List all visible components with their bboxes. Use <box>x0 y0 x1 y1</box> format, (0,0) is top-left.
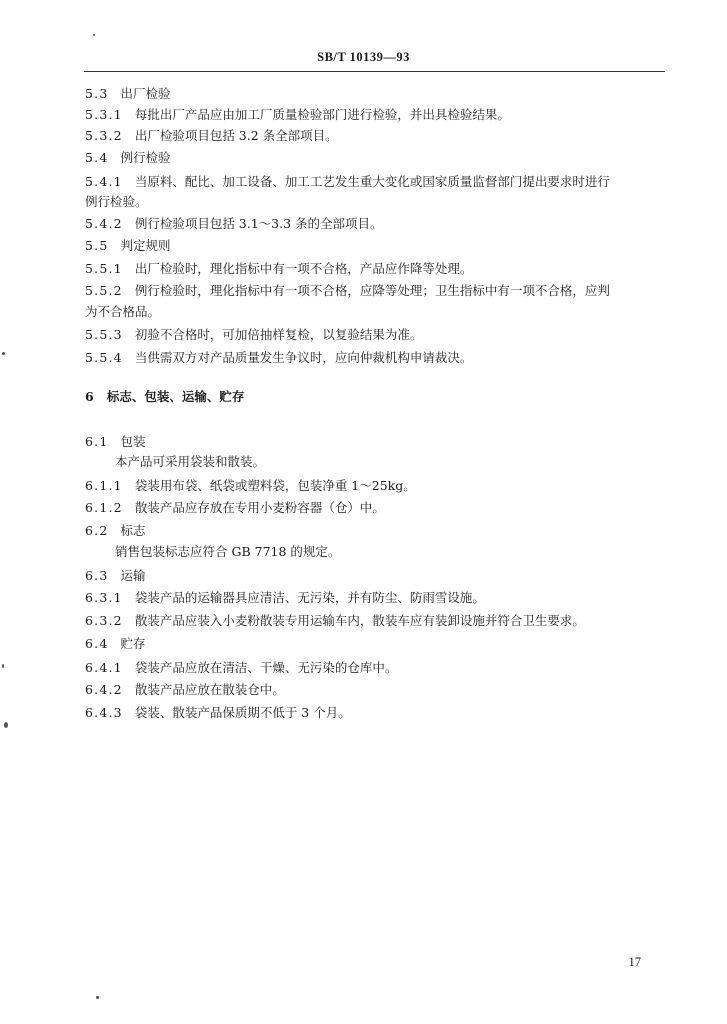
clause-number: 5.5.3 <box>85 327 123 342</box>
clause-text: 当原料、配比、加工设备、加工工艺发生重大变化或国家质量监督部门提出要求时进行 <box>134 174 610 189</box>
clause-line <box>85 521 673 541</box>
clause-line <box>85 387 673 407</box>
clause-line <box>85 588 673 608</box>
clause-line <box>85 634 673 654</box>
clause-line <box>85 84 673 104</box>
clause-continuation <box>85 192 673 212</box>
clause-number: 6.1 <box>85 434 109 449</box>
clause-text: 贮存 <box>120 636 146 651</box>
page-number: 17 <box>628 955 641 969</box>
clause-number: 5.5 <box>85 238 109 253</box>
clause-text: 每批出厂产品应由加工厂质量检验部门进行检验，并出具检验结果。 <box>134 107 510 122</box>
clause-text: 标志、包装、运输、贮存 <box>106 389 245 404</box>
clause-text: 例行检验项目包括 3.1～3.3 条的全部项目。 <box>134 216 383 231</box>
clause-line <box>85 281 673 301</box>
document-header: SB/T 10139—93 <box>317 50 410 64</box>
clause-text: 出厂检验时，理化指标中有一项不合格，产品应作降等处理。 <box>134 261 473 276</box>
clause-continuation <box>85 452 703 472</box>
clause-number: 6.3.2 <box>85 613 123 628</box>
clause-number: 6.3 <box>85 568 109 583</box>
clause-line <box>85 703 673 723</box>
clause-number: 5.4.2 <box>85 216 123 231</box>
clause-text: 例行检验。 <box>85 194 148 209</box>
clause-line <box>85 172 673 192</box>
scan-speck <box>2 664 4 668</box>
scan-speck <box>93 34 95 36</box>
clause-text: 袋装产品的运输器具应清洁、无污染，并有防尘、防雨雪设施。 <box>134 590 485 605</box>
clause-line <box>85 325 673 345</box>
clause-line <box>85 105 673 125</box>
clause-line <box>85 498 673 518</box>
clause-text: 标志 <box>120 523 146 538</box>
clause-text: 散装产品应存放在专用小麦粉容器（仓）中。 <box>134 500 385 515</box>
clause-line <box>85 566 673 586</box>
clause-number: 5.5.2 <box>85 283 123 298</box>
clause-line <box>85 148 673 168</box>
clause-number: 5.3.2 <box>85 128 123 143</box>
clause-line <box>85 126 673 146</box>
clause-number: 5.4.1 <box>85 174 123 189</box>
clause-text: 散装产品应放在散装仓中。 <box>134 682 285 697</box>
clause-line <box>85 476 673 496</box>
clause-number: 6.3.1 <box>85 590 123 605</box>
scan-speck <box>2 352 5 355</box>
clause-number: 6.1.2 <box>85 500 123 515</box>
clause-line <box>85 214 673 234</box>
clause-line <box>85 236 673 256</box>
clause-line <box>85 658 673 678</box>
clause-line <box>85 611 673 631</box>
clause-text: 运输 <box>120 568 146 583</box>
clause-text: 出厂检验 <box>120 86 171 101</box>
scan-speck <box>96 996 99 999</box>
clause-text: 袋装产品应放在清洁、干燥、无污染的仓库中。 <box>134 660 398 675</box>
clause-text: 包装 <box>120 434 146 449</box>
clause-text: 销售包装标志应符合 GB 7718 的规定。 <box>115 544 341 559</box>
clause-number: 5.5.4 <box>85 350 123 365</box>
clause-number: 6.1.1 <box>85 478 123 493</box>
clause-text: 判定规则 <box>120 238 171 253</box>
clause-text: 为不合格品。 <box>85 304 161 319</box>
clause-line <box>85 348 673 368</box>
clause-continuation <box>85 542 703 562</box>
clause-number: 5.5.1 <box>85 261 123 276</box>
header-rule <box>84 71 665 72</box>
clause-text: 出厂检验项目包括 3.2 条全部项目。 <box>134 128 338 143</box>
clause-line <box>85 432 673 452</box>
clause-number: 6.4.1 <box>85 660 123 675</box>
clause-number: 6.4 <box>85 636 109 651</box>
clause-number: 5.3 <box>85 86 109 101</box>
clause-number: 6.2 <box>85 523 109 538</box>
clause-number: 5.3.1 <box>85 107 123 122</box>
clause-text: 例行检验时，理化指标中有一项不合格，应降等处理；卫生指标中有一项不合格，应判 <box>134 283 610 298</box>
clause-number: 6 <box>85 389 95 404</box>
clause-line <box>85 680 673 700</box>
clause-continuation <box>85 302 673 322</box>
clause-text: 袋装、散装产品保质期不低于 3 个月。 <box>134 705 351 720</box>
clause-text: 初验不合格时，可加倍抽样复检，以复验结果为准。 <box>134 327 423 342</box>
clause-text: 本产品可采用袋装和散装。 <box>115 454 266 469</box>
clause-number: 6.4.2 <box>85 682 123 697</box>
clause-text: 袋装用布袋、纸袋或塑料袋，包装净重 1～25kg。 <box>134 478 416 493</box>
clause-line <box>85 259 673 279</box>
clause-text: 散装产品应装入小麦粉散装专用运输车内，散装车应有装卸设施并符合卫生要求。 <box>134 613 585 628</box>
clause-number: 6.4.3 <box>85 705 123 720</box>
scan-speck <box>4 722 8 728</box>
clause-text: 当供需双方对产品质量发生争议时，应向仲裁机构申请裁决。 <box>134 350 473 365</box>
clause-text: 例行检验 <box>120 150 171 165</box>
clause-number: 5.4 <box>85 150 109 165</box>
